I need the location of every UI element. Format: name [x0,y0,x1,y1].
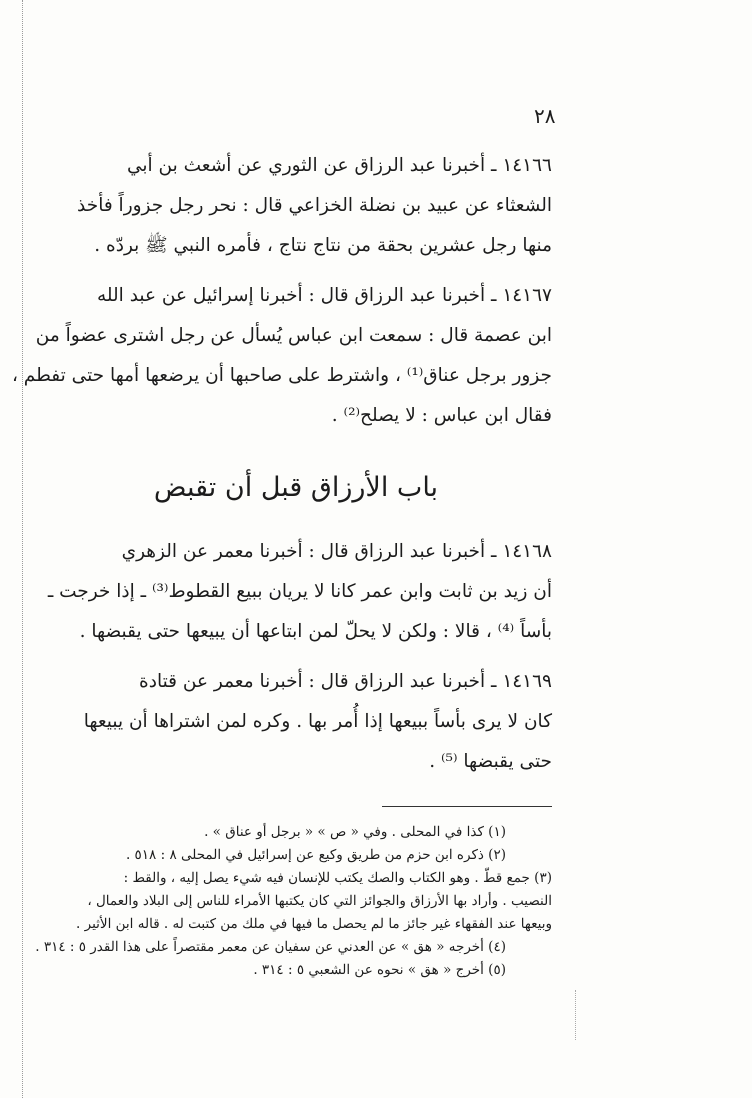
footnote: (٤) أخرجه « هق » عن العدني عن سفيان عن معمر مقتصراً على هذا القدر ٥ : ٣١٤ . [35,939,506,955]
hadith-14168 [40,532,552,652]
footnote-continuation: وبيعها عند الفقهاء غير جائز ما لم يحصل ما فيها في ملك من كتبت له . قاله ابن الأثير . [76,916,552,932]
text-line: ١٤١٦٨ ـ أخبرنا عبد الرزاق قال : أخبرنا معمر عن الزهري [121,541,552,562]
chapter-title: باب الأرزاق قبل أن تقبض [153,472,439,503]
scan-margin-line [22,0,23,1098]
hadith-14166 [40,146,552,266]
footnotes [35,821,552,982]
text-line: ابن عصمة قال : سمعت ابن عباس يُسأل عن رجل اشترى عضواً من [35,325,552,346]
scan-margin-mark [575,990,576,1040]
text-line: جزور برجل عناق⁽¹⁾ ، واشترط على صاحبها أن يرضعها أمها حتى تفطم ، [11,365,552,386]
footnote-separator [382,806,552,807]
text-line: ١٤١٦٩ ـ أخبرنا عبد الرزاق قال : أخبرنا معمر عن قتادة [139,671,552,692]
hadith-14167 [11,276,552,436]
page-body [11,146,552,982]
text-line: ١٤١٦٧ ـ أخبرنا عبد الرزاق قال : أخبرنا إسرائيل عن عبد الله [97,285,552,306]
footnote: (٥) أخرج « هق » نحوه عن الشعبي ٥ : ٣١٤ . [253,962,506,978]
text-line: الشعثاء عن عبيد بن نضلة الخزاعي قال : نحر رجل جزوراً فأخذ [77,195,552,216]
text-line: كان لا يرى بأساً ببيعها إذا أُمر بها . وكره لمن اشتراها أن يبيعها [83,711,552,732]
text-line: بأساً ⁽⁴⁾ ، قالا : ولكن لا يحلّ لمن ابتاعها أن يبيعها حتى يقبضها . [79,621,552,642]
text-line: ١٤١٦٦ ـ أخبرنا عبد الرزاق عن الثوري عن أشعث بن أبي [126,155,552,176]
footnote-continuation: النصيب . وأراد بها الأرزاق والجوائز التي كان يكتبها الأمراء للناس إلى البلاد والعمال ، [87,893,552,909]
page-number: ٢٨ [534,104,556,128]
hadith-14169 [40,662,552,782]
footnote: (٢) ذكره ابن حزم من طريق وكيع عن إسرائيل في المحلى ٨ : ٥١٨ . [125,847,506,863]
text-line: منها رجل عشرين بحقة من نتاج نتاج ، فأمره النبي ﷺ بردّه . [94,235,552,256]
footnote: (٣) جمع قطّ . وهو الكتاب والصك يكتب للإنسان فيه شيء يصل إليه ، والقط : [123,870,552,886]
footnote: (١) كذا في المحلى . وفي « ص » « برجل أو عناق » . [204,824,506,840]
text-line: حتى يقبضها ⁽⁵⁾ . [429,751,552,772]
text-line: أن زيد بن ثابت وابن عمر كانا لا يريان ببيع القطوط⁽³⁾ ـ إذا خرجت ـ [47,581,552,602]
text-line: فقال ابن عباس : لا يصلح⁽²⁾ . [331,405,552,426]
